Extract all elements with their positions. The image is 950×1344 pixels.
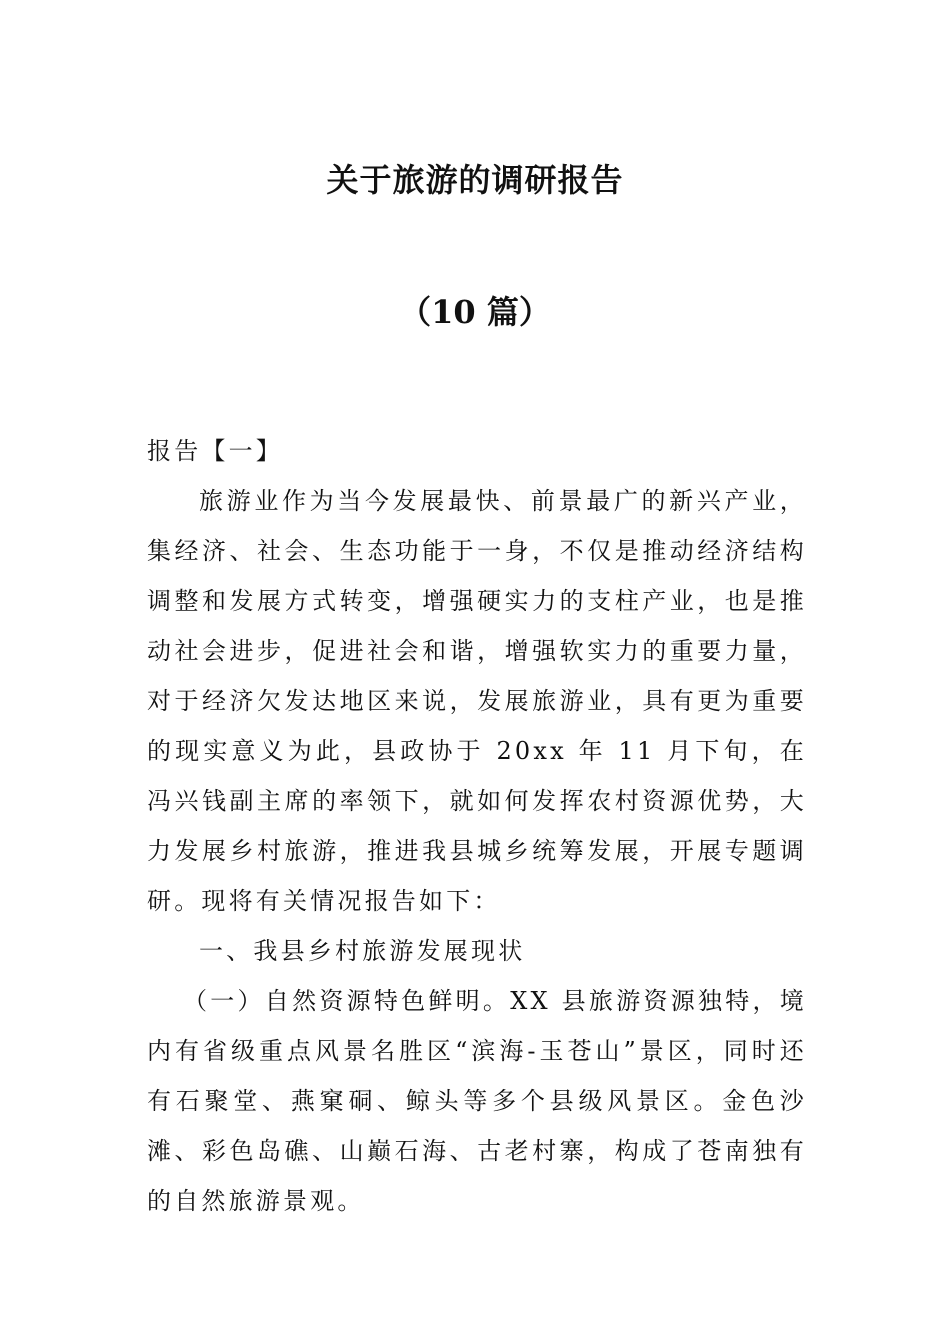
document-subtitle: （10 篇） bbox=[399, 293, 551, 331]
document-body bbox=[147, 426, 807, 1226]
body-paragraph: 旅游业作为当今发展最快、前景最广的新兴产业，集经济、社会、生态功能于一身，不仅是推动经济结构调整和发展方式转变，增强硬实力的支柱产业，也是推动社会进步，促进社会和谐，增强软实力的重要力量，对于经济欠发达地区来说，发展旅游业，具有更为重要的现实意义为此，县政协于 20xx 年 11 月下旬，在冯兴钱副主席的率领下，就如何发挥农村资源优势，大力发展乡村旅游，推进我县城乡统筹发展，开展专题调研。现将有关情况报告如下： bbox=[147, 487, 807, 915]
section-heading: 一、我县乡村旅游发展现状 bbox=[199, 937, 526, 965]
subsection-paragraph: （一）自然资源特色鲜明。XX 县旅游资源独特，境内有省级重点风景名胜区“滨海-玉苍山”景区，同时还有石聚堂、燕窠硐、鲸头等多个县级风景区。金色沙滩、彩色岛礁、山巅石海、古老村寨，构成了苍南独有的自然旅游景观。 bbox=[147, 987, 807, 1215]
document-title: 关于旅游的调研报告 bbox=[326, 161, 624, 199]
section-label: 报告【一】 bbox=[147, 437, 283, 465]
